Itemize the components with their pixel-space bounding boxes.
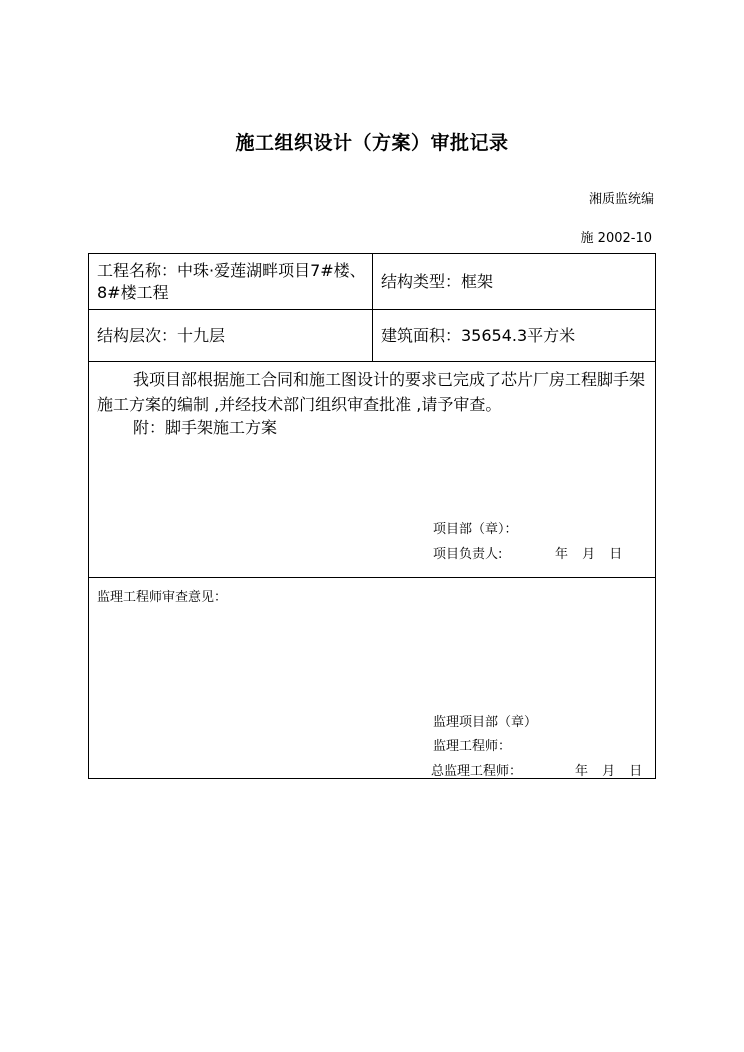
project-dept-seal: 项目部（章）： [433,522,518,537]
area-cell: 建筑面积：35654.3平方米 [381,326,576,345]
project-info-row [89,254,655,310]
form-code: 施 2002-10 [580,231,652,246]
structure-type-cell: 结构类型：框架 [381,272,494,291]
project-manager-label: 项目负责人: [433,547,503,562]
project-name-cell: 工程名称：中珠·爱莲湖畔项目7#楼、8#楼工程 [97,261,366,302]
statement-text: 我项目部根据施工合同和施工图设计的要求已完成了芯片厂房工程脚手架施工方案的编制 ,并经技术部门组织审查批准 ,请予审查。 [97,370,646,414]
supervision-row [89,578,655,778]
submission-statement [97,367,653,417]
supervision-engineer-label: 监理工程师： [433,739,512,754]
floors-cell: 结构层次：十九层 [97,326,226,345]
approval-form-table [88,253,656,779]
structure-info-row [89,310,655,362]
document-title: 施工组织设计（方案）审批记录 [235,132,509,154]
supervisor-opinion-label: 监理工程师审查意见： [97,590,228,605]
chief-engineer-label: 总监理工程师： [431,764,523,779]
attachment-note: 附：脚手架施工方案 [133,418,278,437]
supervision-dept-seal: 监理项目部（章） [433,715,538,730]
submission-row [89,362,655,578]
editor-label: 湘质监统编 [588,192,654,207]
supervision-date: 年 月 日 [575,764,643,779]
project-date: 年 月 日 [555,547,623,562]
